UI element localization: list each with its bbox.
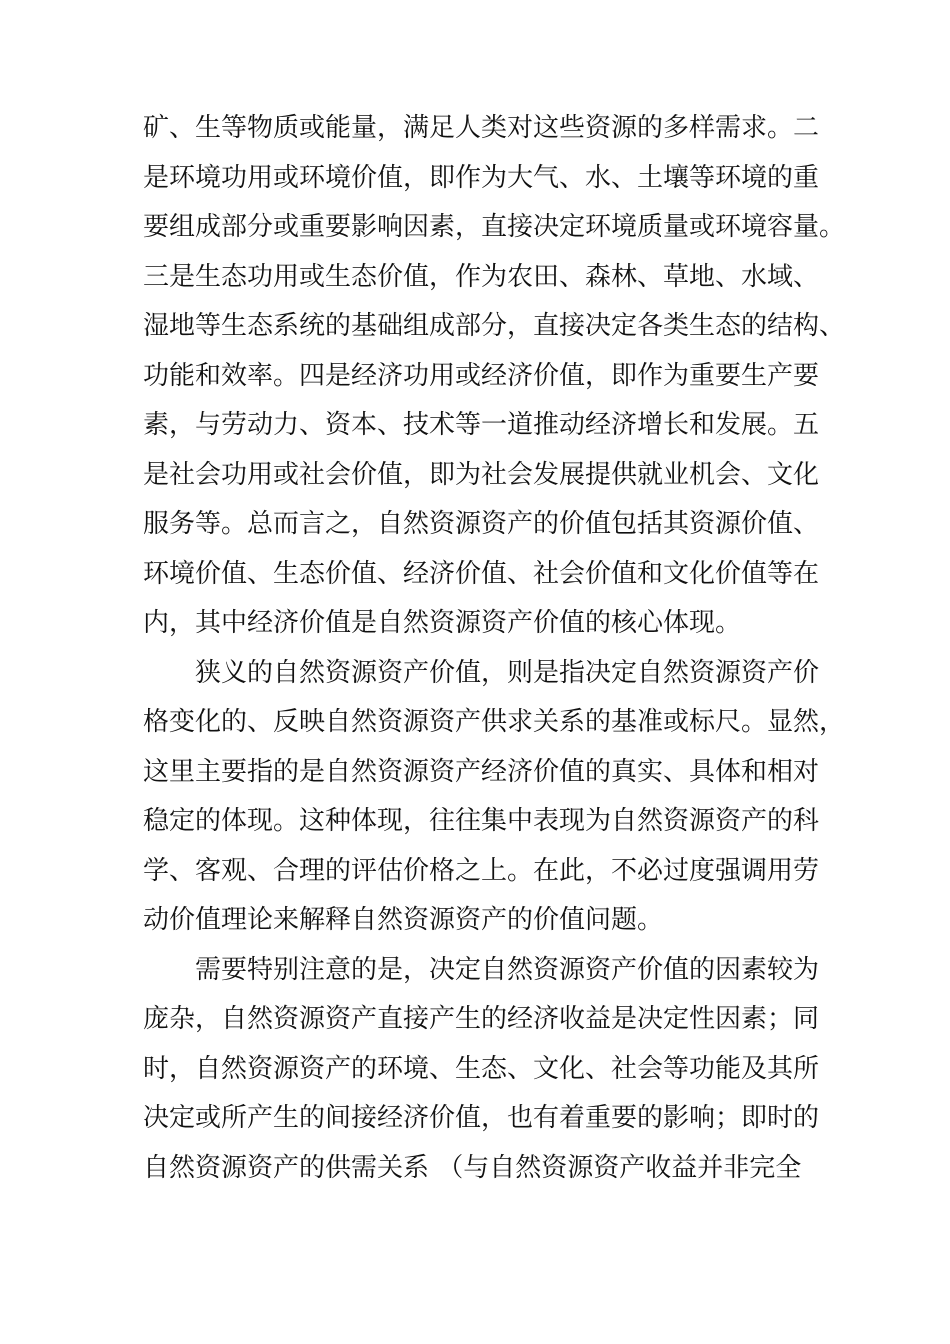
- text-line: 时，自然资源资产的环境、生态、文化、社会等功能及其所: [143, 1053, 820, 1084]
- text-line: 要组成部分或重要影响因素，直接决定环境质量或环境容量。: [143, 212, 846, 242]
- text-line: 决定或所产生的间接经济价值，也有着重要的影响；即时的: [143, 1103, 820, 1133]
- text-line: 湿地等生态系统的基础组成部分，直接决定各类生态的结构、: [143, 311, 846, 341]
- text-line: 自然资源资产的供需关系 （与自然资源资产收益并非完全: [143, 1152, 802, 1183]
- text-line: 是环境功用或环境价值，即作为大气、水、土壤等环境的重: [143, 162, 820, 193]
- text-line: 是社会功用或社会价值，即为社会发展提供就业机会、文化: [143, 459, 820, 490]
- text-line: 动价值理论来解释自然资源资产的价值问题。: [143, 905, 664, 935]
- text-line: 三是生态功用或生态价值，作为农田、森林、草地、水域、: [143, 261, 820, 292]
- paragraph-start-line: 狭义的自然资源资产价值，则是指决定自然资源资产价: [195, 657, 820, 688]
- text-line: 格变化的、反映自然资源资产供求关系的基准或标尺。显然，: [143, 707, 846, 737]
- text-line: 服务等。总而言之，自然资源资产的价值包括其资源价值、: [143, 509, 820, 539]
- text-line: 学、客观、合理的评估价格之上。在此，不必过度强调用劳: [143, 855, 820, 886]
- text-line: 这里主要指的是自然资源资产经济价值的真实、具体和相对: [143, 756, 820, 787]
- paragraph-start-line: 需要特别注意的是，决定自然资源资产价值的因素较为: [195, 954, 820, 985]
- text-line: 功能和效率。四是经济功用或经济价值，即作为重要生产要: [143, 360, 820, 391]
- text-line: 庞杂，自然资源资产直接产生的经济收益是决定性因素；同: [143, 1004, 820, 1034]
- text-line: 矿、生等物质或能量，满足人类对这些资源的多样需求。二: [143, 113, 820, 143]
- text-line: 环境价值、生态价值、经济价值、社会价值和文化价值等在: [143, 558, 820, 589]
- text-line: 内，其中经济价值是自然资源资产价值的核心体现。: [143, 608, 742, 638]
- text-line: 素，与劳动力、资本、技术等一道推动经济增长和发展。五: [143, 410, 820, 440]
- text-line: 稳定的体现。这种体现，往往集中表现为自然资源资产的科: [143, 806, 820, 836]
- body-text: [143, 104, 846, 1193]
